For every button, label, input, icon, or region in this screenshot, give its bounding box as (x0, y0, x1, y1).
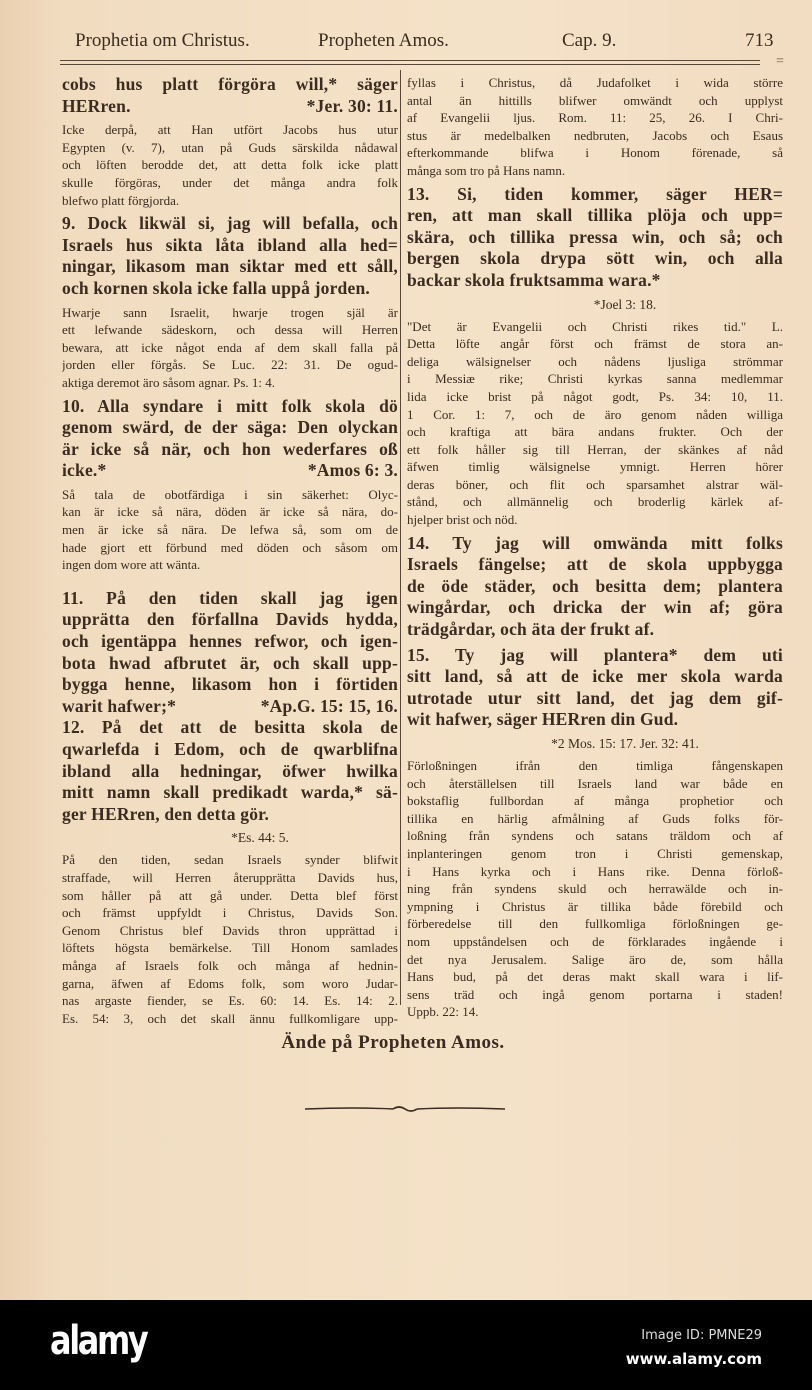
text-line: skulle förgöras, under det många andra folk (62, 174, 398, 190)
text-line: Förloßningen ifrån den timliga fångenskapen (407, 758, 783, 773)
text-line: och återställelsen till Israels land war både en (407, 775, 783, 791)
text-line: af Evangelii ljus. Rom. 11: 25, 26. I Chri- (407, 110, 783, 126)
text-line: 11. På den tiden skall jag igen (62, 587, 398, 608)
text-line: som håller på att gå under. Detta blef först (62, 887, 398, 903)
cross-reference (407, 735, 783, 753)
text-line: Hans bud, på det deras makt skall wara i lif- (407, 969, 783, 985)
commentary-block (62, 486, 398, 574)
line-text: warit hafwer;* (62, 695, 177, 716)
text-line: aktiga deremot äro såsom agnar. Ps. 1: 4. (62, 374, 276, 390)
cross-reference: *Ap.G. 15: 15, 16. (260, 695, 398, 716)
text-line: i Messiæ rike; Christi kyrkas sanna medlemmar (407, 371, 783, 387)
text-line: trädgårdar, och äta der frukt af. (407, 619, 655, 640)
text-line: *Joel 3: 18. (593, 296, 657, 312)
text-line: qwarlefda i Edom, och de qwarblifna (62, 739, 398, 759)
text-line: i Hans kyrka och i Hans rike. Denna förloß- (407, 863, 783, 879)
right-column (407, 74, 783, 1021)
cross-reference (62, 829, 398, 847)
line-text: HERren. (62, 95, 131, 116)
verse-block (62, 213, 398, 299)
page-number: 713 (745, 30, 774, 51)
commentary-block (62, 121, 398, 209)
text-line: kan är icke så nära, döden är icke så nära, do- (62, 504, 398, 520)
text-line: sitt land, så att de icke mer skola warda (407, 666, 783, 687)
text-line: äfwen timlig wälsignelse ymnigt. Herren hörer (407, 459, 783, 475)
text-line: löftets högsta bemärkelse. Till Honom samlades (62, 940, 398, 956)
text-line: Uppb. 22: 14. (407, 1004, 479, 1020)
text-line: 14. Ty jag will omwända mitt folks (407, 532, 783, 553)
text-line: nas argaste fiender, se Es. 60: 14. Es. 14: 2. (62, 993, 398, 1009)
text-line: garna, äfwen af Edoms folk, som woro Judar- (62, 975, 398, 991)
text-line: 12. På det att de besitta skola de (62, 717, 398, 738)
text-line: de öde städer, och besitta dem; plantera (407, 575, 783, 596)
verse-block (62, 588, 398, 826)
text-line (62, 96, 398, 118)
text-line: blefwo platt förgjorda. (62, 192, 180, 208)
text-line: 9. Dock likwäl si, jag will befalla, och (62, 213, 398, 234)
text-line: deliga wälsignelser och nådens ljusliga strömmar (407, 353, 783, 369)
cross-reference: *Jer. 30: 11. (306, 95, 398, 116)
text-line: bokstaflig fullbordan af många prophetior och (407, 793, 783, 809)
text-line: deras böner, och flit och sparsamhet alstrar wäl- (407, 476, 783, 492)
text-line: cobs hus platt förgöra will,* säger (62, 74, 398, 94)
text-line: Genom Christus blef Davids thron upprättad i (62, 922, 398, 938)
text-line: ibland alla hedningar, öfwer hwilka (62, 760, 398, 781)
margin-mark: = (776, 54, 784, 69)
text-line: det nya Jerusalem. Salige äro de, som hålla (407, 951, 783, 967)
text-line: stus är medelbalken nedbruten, Jacobs och Esaus (407, 127, 783, 143)
text-line: ning från syndens skuld och herrawälde och in- (407, 881, 783, 897)
text-line: 15. Ty jag will plantera* dem uti (407, 644, 783, 665)
cross-reference (407, 296, 783, 314)
verse-block (62, 396, 398, 482)
text-line: mitt namn skall predikadt warda,* sä- (62, 782, 398, 803)
text-line: ympning i Christus är tillika både förebild och (407, 898, 783, 914)
text-line: många som tro på Hans namn. (407, 162, 566, 178)
commentary-block (62, 851, 398, 1027)
text-line: Egypten (v. 7), utan på Guds särskilda nådawal (62, 139, 398, 155)
column-divider (400, 70, 401, 1005)
text-line: och löften berodde det, att detta folk icke platt (62, 157, 398, 173)
text-line: På den tiden, sedan Israels synder blifwit (62, 852, 398, 868)
text-line: jorden eller förgås. Se Luc. 22: 31. De ogud- (62, 357, 398, 373)
text-line: förberedelse till den fullkomliga förloßningen ge- (407, 916, 783, 932)
text-line: fyllas i Christus, då Judafolket i wida större (407, 75, 783, 90)
text-line: efterkommande blifwa i Honom förenade, så (407, 145, 783, 161)
text-line: genom swärd, de der säga: Den olyckan (62, 417, 398, 438)
text-line: ger HERren, den detta gör. (62, 803, 270, 824)
text-line: är icke så när, och hon wederfares oß (62, 438, 398, 459)
text-line: hjelper brist och nöd. (407, 512, 518, 528)
text-line: stånd, och allmännelig och broderlig kärlek af- (407, 494, 783, 510)
text-line: Es. 54: 3, och det skall ännu fullkomligare upp- (62, 1010, 398, 1026)
book-end-title: Ände på Propheten Amos. (281, 1032, 505, 1053)
text-line: backar skola fruktsamma wara.* (407, 269, 661, 290)
image-id: Image ID: PMNE29 (641, 1328, 762, 1343)
text-line: tillika en härlig afmålning af Guds folks för- (407, 810, 783, 826)
commentary-block (407, 318, 783, 529)
text-line: ningar, likasom man siktar med ett såll, (62, 256, 398, 277)
text-line: Israels hus sikta låta ibland alla hed= (62, 234, 398, 255)
text-line: Icke derpå, att Han utfört Jacobs hus utur (62, 122, 398, 138)
text-line: och kornen skola icke falla uppå jorden. (62, 277, 370, 298)
text-line: wit hafwer, säger HERren din Gud. (407, 709, 679, 730)
text-line: upprätta den förfallna Davids hydda, (62, 609, 398, 630)
text-line: nom uppståndelsen och de förklarades ingående i (407, 933, 783, 949)
ornamental-divider (305, 1106, 505, 1112)
alamy-logo: alamy (50, 1318, 147, 1364)
watermark-url: www.alamy.com (625, 1350, 762, 1368)
text-line: Israels fängelse; att de skola uppbygga (407, 554, 783, 575)
text-line: och främst uppfyldt i Christus, Davids Son. (62, 905, 398, 921)
text-line: och igentäppa hennes refwor, och igen- (62, 631, 398, 652)
verse-block (407, 645, 783, 731)
text-line: Hwarje sann Israelit, hwarje trogen själ är (62, 304, 398, 320)
text-line: inplanteringen genom tron i Christi gemenskap, (407, 845, 783, 861)
verse-block (62, 74, 398, 117)
text-line: ingen dom wore att wänta. (62, 557, 201, 573)
text-line: loßning från syndens och satans träldom och af (407, 828, 783, 844)
text-line: ren, att man skall tillika plöja och upp= (407, 205, 783, 226)
text-line: wingårdar, och dricka der win af; göra (407, 597, 783, 618)
text-line: ett lefwande sädeskorn, och dessa will Herren (62, 322, 398, 338)
chapter-label: Cap. 9. (562, 30, 617, 51)
verse-block (407, 533, 783, 641)
running-head-center: Propheten Amos. (318, 30, 449, 51)
text-line: 13. Si, tiden kommer, säger HER= (407, 183, 783, 204)
text-line: *Es. 44: 5. (231, 830, 289, 846)
text-line (62, 460, 398, 482)
left-column (62, 74, 398, 1027)
text-line: "Det är Evangelii och Christi rikes tid." L. (407, 318, 783, 334)
text-line: bewara, att icke något enda af dem skall falla på (62, 339, 398, 355)
text-line: lida icke brist på något godt, Ps. 34: 10, 11. (407, 388, 783, 404)
commentary-block (407, 757, 783, 1021)
text-line: hade gjort ett förbund med döden och såsom om (62, 539, 398, 555)
watermark-banner (0, 1300, 812, 1390)
header-rule-bottom (60, 64, 760, 65)
text-line: bota hwad afbrutet är, och skall upp- (62, 652, 398, 673)
text-line: bergen skola drypa sött win, och alla (407, 248, 783, 269)
text-line: men är icke så nära. De lefwa så, som om de (62, 522, 398, 538)
text-line: ett folk håller sig till Herran, der skänkes af nåd (407, 441, 783, 457)
text-line: Så tala de obotfärdiga i sin säkerhet: Olyc- (62, 486, 398, 502)
commentary-block (407, 74, 783, 180)
text-line: många af Israels folk och många af hednin- (62, 957, 398, 973)
text-line (62, 696, 398, 718)
text-line: sens träd och ingå genom portarna i staden! (407, 986, 783, 1002)
text-line: *2 Mos. 15: 17. Jer. 32: 41. (551, 736, 699, 751)
text-line: bygga henne, likasom hon i förtiden (62, 674, 398, 695)
header-rule-top (60, 60, 760, 61)
text-line: och kraftiga att bära andans frukter. Och der (407, 424, 783, 440)
text-line: Detta löfte angår först och främst de stora an- (407, 336, 783, 352)
text-line: 10. Alla syndare i mitt folk skola dö (62, 395, 398, 416)
cross-reference: *Amos 6: 3. (307, 460, 398, 481)
running-head-left: Prophetia om Christus. (75, 30, 250, 51)
verse-block (407, 184, 783, 292)
text-line: antal än hittills blifwer omwändt och upplyst (407, 92, 783, 108)
text-line: 1 Cor. 1: 7, och de äro genom nåden williga (407, 406, 783, 422)
line-text: icke.* (62, 460, 107, 481)
text-line: skära, och tillika pressa win, och så; och (407, 226, 783, 247)
text-line: straffade, will Herren återupprätta Davids hus, (62, 869, 398, 885)
commentary-block (62, 304, 398, 392)
text-line: utrotade utur sitt land, det jag dem gif- (407, 687, 783, 708)
